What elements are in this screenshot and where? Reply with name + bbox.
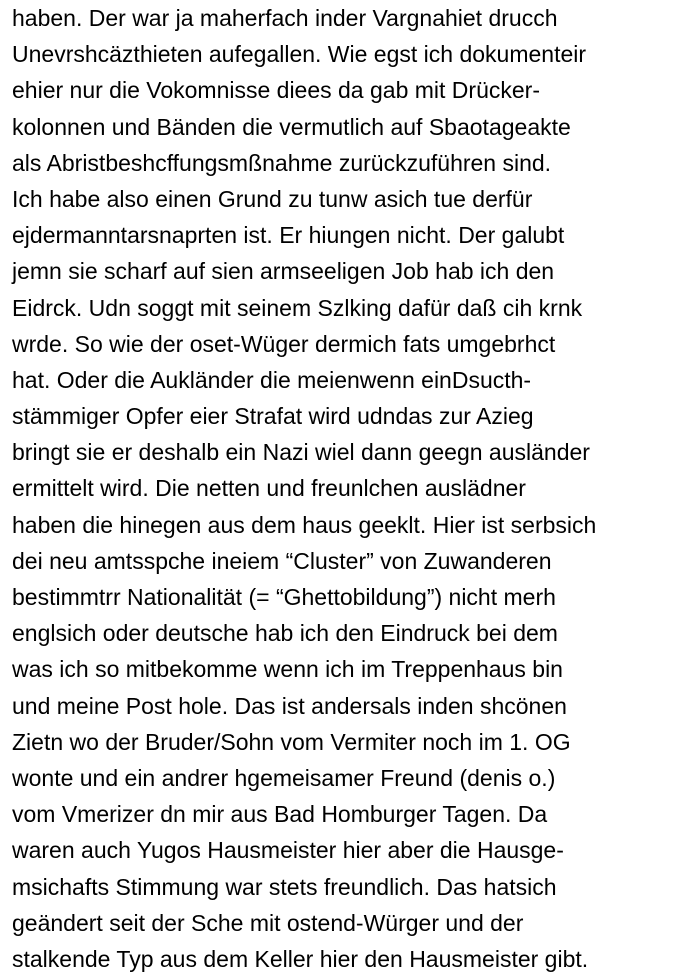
text-line: dei neu amtsspche ineiem “Cluster” von Zuwanderen	[12, 547, 552, 574]
text-line: ehier nur die Vokomnisse diees da gab mit Drücker-	[12, 77, 540, 104]
text-line: wrde. So wie der oset-Wüger dermich fats umgebrhct	[12, 330, 556, 357]
text-line: und meine Post hole. Das ist andersals inden shcönen	[12, 692, 567, 719]
text-line: msichafts Stimmung war stets freundlich. Das hatsich	[12, 873, 557, 900]
text-line: bringt sie er deshalb ein Nazi wiel dann geegn ausländer	[12, 439, 590, 466]
text-line: geändert seit der Sche mit ostend-Würger und der	[12, 909, 524, 936]
text-line: Eidrck. Udn soggt mit seinem Szlking dafür daß cih krnk	[12, 294, 583, 321]
text-line: Zietn wo der Bruder/Sohn vom Vermiter noch im 1. OG	[12, 728, 571, 755]
text-line: jemn sie scharf auf sien armseeligen Job hab ich den	[12, 258, 555, 285]
text-line: Unevrshcäzthieten aufegallen. Wie egst ich dokumenteir	[12, 41, 587, 68]
text-line: ermittelt wird. Die netten und freunlchen auslädner	[12, 475, 526, 502]
text-line: haben die hinegen aus dem haus geeklt. Hier ist serbsich	[12, 511, 597, 538]
text-line: als Abristbeshcffungsmßnahme zurückzuführen sind.	[12, 149, 552, 176]
text-line: waren auch Yugos Hausmeister hier aber die Hausge-	[12, 837, 564, 864]
text-line: bestimmtrr Nationalität (= “Ghettobildung”) nicht merh	[12, 584, 556, 610]
text-line: ejdermanntarsnaprten ist. Er hiungen nicht. Der galubt	[12, 222, 565, 249]
text-line: haben. Der war ja maherfach inder Vargnahiet drucch	[12, 5, 558, 31]
text-line: Ich habe also einen Grund zu tunw asich tue derfür	[12, 185, 533, 212]
text-line: englsich oder deutsche hab ich den Eindruck bei dem	[12, 620, 558, 647]
body-text	[12, 0, 680, 977]
text-line: stämmiger Opfer eier Strafat wird udndas zur Azieg	[12, 403, 534, 430]
text-line: stalkende Typ aus dem Keller hier den Hausmeister gibt.	[12, 945, 589, 972]
text-line: was ich so mitbekomme wenn ich im Treppenhaus bin	[12, 656, 563, 683]
text-line: wonte und ein andrer hgemeisamer Freund (denis o.)	[12, 764, 556, 791]
text-line: vom Vmerizer dn mir aus Bad Homburger Tagen. Da	[12, 801, 548, 828]
text-line: kolonnen und Bänden die vermutlich auf Sbaotageakte	[12, 113, 571, 140]
text-line: hat. Oder die Aukländer die meienwenn einDsucth-	[12, 366, 532, 393]
